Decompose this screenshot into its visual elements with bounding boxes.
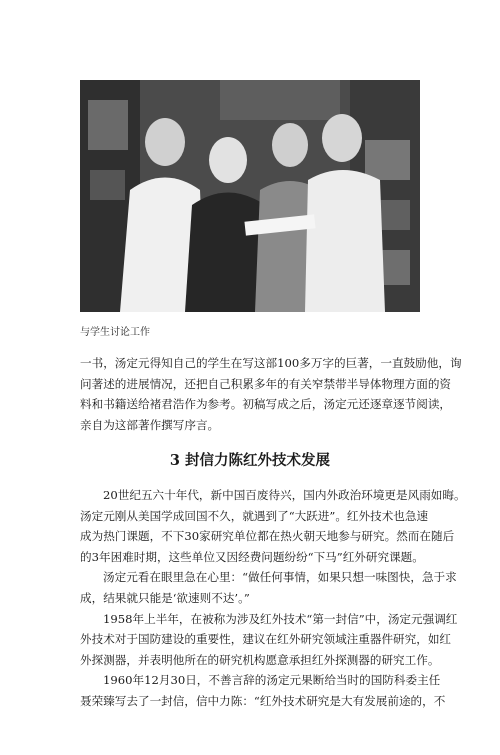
text-line: 成，结果就只能是‘欲速则不达’。” [80, 590, 250, 605]
text-line: 1958年上半年，在被称为涉及红外技术“第一封信”中，汤定元强调红 [103, 611, 458, 626]
text-line: 外技术对于国防建设的重要性，建议在红外研究领域注重器件研究，如红 [80, 632, 452, 647]
text-line: 一书，汤定元得知自己的学生在写这部100多万字的巨著，一直鼓励他，询 [80, 356, 462, 370]
photo-caption: 与学生讨论工作 [80, 327, 150, 338]
text-line: 汤定元刚从美国学成回国不久，就遇到了“大跃进”。红外技术也急速 [80, 508, 429, 523]
text-line: 外探测器，并表明他所在的研究机构愿意承担红外探测器的研究工作。 [80, 652, 440, 667]
text-line: 20世纪五六十年代，新中国百废待兴，国内外政治环境更是风雨如晦。 [103, 488, 466, 502]
paragraph-body [80, 485, 466, 712]
paragraph-intro [80, 353, 462, 435]
text-line: 亲自为这部著作撰写序言。 [80, 417, 220, 432]
text-line: 1960年12月30日，不善言辞的汤定元果断给当时的国防科委主任 [103, 673, 441, 688]
text-line: 汤定元看在眼里急在心里：“做任何事情，如果只想一味图快，急于求 [103, 570, 457, 585]
text-line: 的3年困难时期，这些单位又因经费问题纷纷“下马”红外研究课题。 [80, 549, 424, 564]
text-line: 料和书籍送给褚君浩作为参考。初稿写成之后，汤定元还逐章逐节阅读， [80, 397, 452, 412]
text-line: 问著述的进展情况，还把自己积累多年的有关窄禁带半导体物理方面的资 [80, 376, 452, 391]
text-line: 成为热门课题，不下30家研究单位都在热火朝天地参与研究。然而在随后 [80, 529, 455, 544]
photo-discussion [80, 80, 420, 312]
section-heading: 3 封信力陈红外技术发展 [169, 452, 331, 469]
text-line: 聂荣臻写去了一封信，信中力陈：“红外技术研究是大有发展前途的，不 [80, 693, 446, 708]
